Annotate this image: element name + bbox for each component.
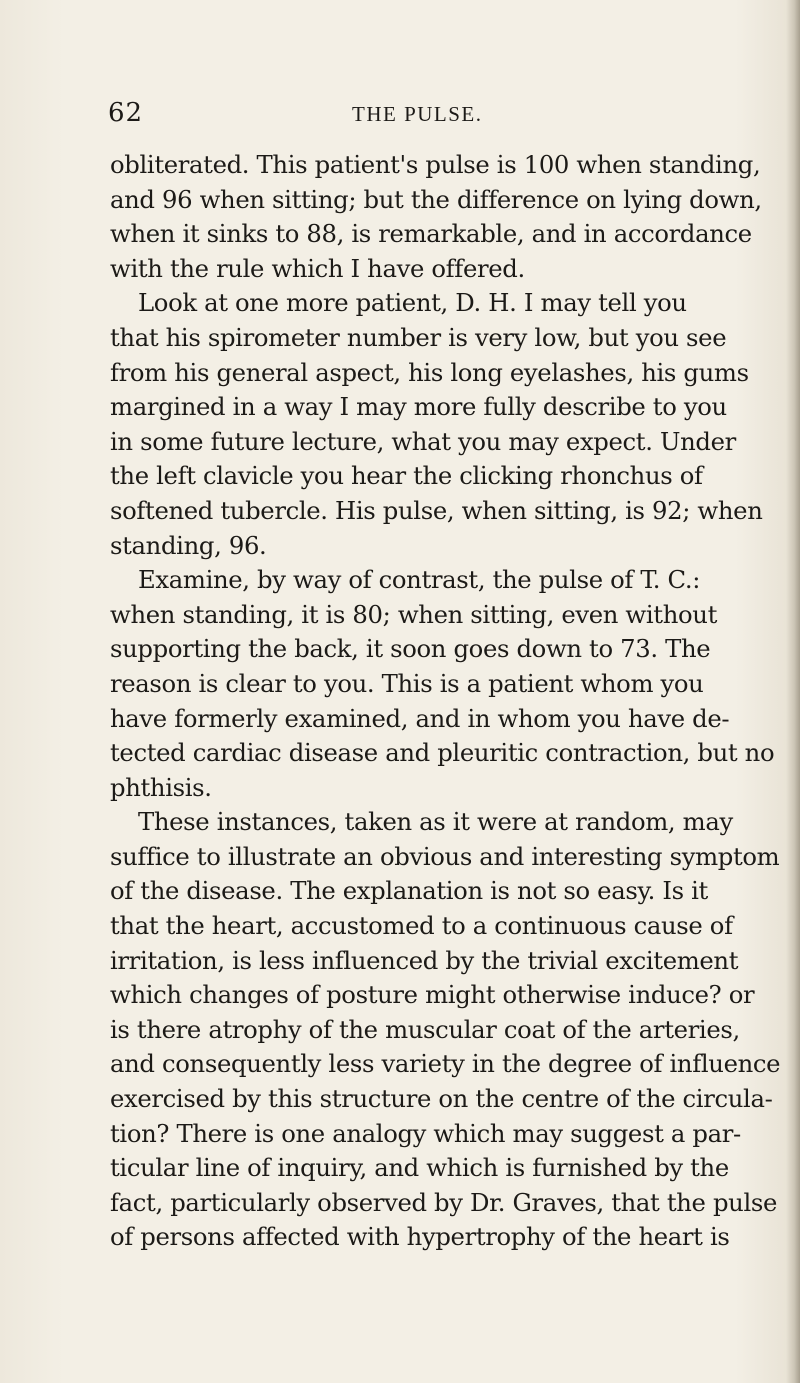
text-line: Examine, by way of contrast, the pulse of T. C.: [138,565,701,595]
page-edge-shadow [786,0,800,1383]
text-line: reason is clear to you. This is a patient whom you [110,668,704,698]
text-line: that the heart, accustomed to a continuous cause of [110,911,733,941]
text-line: that his spirometer number is very low, but you see [110,322,727,352]
text-line: supporting the back, it soon goes down to 73. The [110,634,711,664]
text-line: with the rule which I have offered. [110,253,525,283]
text-line: from his general aspect, his long eyelashes, his gums [110,357,749,387]
text-line: have formerly examined, and in whom you have de- [110,703,730,733]
page-header [0,98,800,138]
text-line: fact, particularly observed by Dr. Graves, that the pulse [110,1187,778,1217]
body-text [110,148,785,1255]
text-line: and consequently less variety in the degree of influence [110,1049,781,1079]
text-line: tion? There is one analogy which may suggest a par- [110,1118,741,1148]
text-line: margined in a way I may more fully describe to you [110,392,727,422]
text-line: in some future lecture, what you may expect. Under [110,426,736,456]
text-line: standing, 96. [110,530,267,560]
text-line: Look at one more patient, D. H. I may tell you [138,288,687,318]
text-line: ticular line of inquiry, and which is furnished by the [110,1153,729,1183]
text-line: irritation, is less influenced by the trivial excitement [110,945,739,975]
text-line: tected cardiac disease and pleuritic contraction, but no [110,738,775,768]
text-line: when standing, it is 80; when sitting, even without [110,599,717,629]
text-line: obliterated. This patient's pulse is 100 when standing, [110,150,761,179]
text-line: which changes of posture might otherwise induce? or [110,980,755,1010]
text-line: and 96 when sitting; but the difference on lying down, [110,184,762,214]
text-line: is there atrophy of the muscular coat of the arteries, [110,1014,740,1044]
text-line: the left clavicle you hear the clicking rhonchus of [110,461,703,491]
text-line: phthisis. [110,772,212,802]
text-line: suffice to illustrate an obvious and interesting symptom [110,841,780,871]
running-head: THE PULSE. [352,102,483,126]
text-line: softened tubercle. His pulse, when sitting, is 92; when [110,495,763,525]
text-line: exercised by this structure on the centre of the circula- [110,1084,773,1114]
text-line: of persons affected with hypertrophy of the heart is [110,1222,730,1252]
page-number: 62 [108,98,144,128]
text-line: of the disease. The explanation is not so easy. Is it [110,876,708,906]
text-line: when it sinks to 88, is remarkable, and in accordance [110,219,752,249]
text-line: These instances, taken as it were at random, may [138,807,733,837]
